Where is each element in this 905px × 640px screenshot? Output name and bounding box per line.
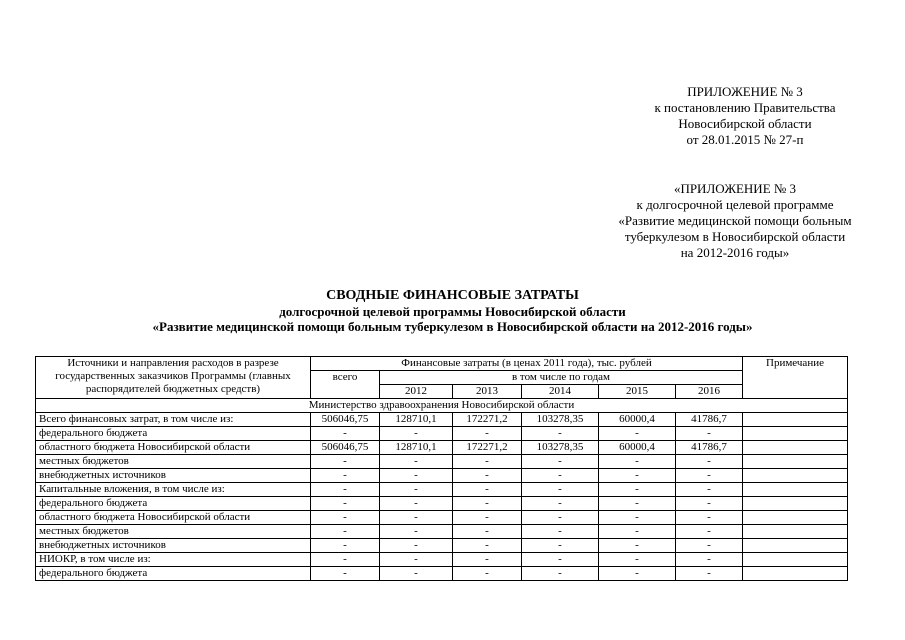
row-value: - (453, 455, 522, 469)
table-section-row (36, 399, 848, 413)
row-value: 41786,7 (676, 413, 743, 427)
row-value: 172271,2 (453, 441, 522, 455)
row-label: Всего финансовых затрат, в том числе из: (36, 413, 311, 427)
table-row (36, 427, 848, 441)
table-header-row-1 (36, 357, 848, 371)
row-value: - (599, 539, 676, 553)
program-appendix-line-3: «Развитие медицинской помощи больным (618, 213, 852, 228)
row-value: - (380, 567, 453, 581)
table-row (36, 539, 848, 553)
row-value: 128710,1 (380, 441, 453, 455)
row-value: - (380, 525, 453, 539)
row-value: 172271,2 (453, 413, 522, 427)
row-label: федерального бюджета (36, 497, 311, 511)
row-value: - (453, 539, 522, 553)
row-note (743, 525, 848, 539)
row-value: - (676, 469, 743, 483)
decree-appendix-line-1: ПРИЛОЖЕНИЕ № 3 (687, 84, 803, 99)
header-year: 2012 (380, 385, 453, 399)
row-note (743, 511, 848, 525)
document-program-name: «Развитие медицинской помощи больным туберкулезом в Новосибирской области на 2012-2016 годы» (152, 319, 753, 334)
row-value: - (599, 497, 676, 511)
row-value: - (676, 567, 743, 581)
program-appendix-line-1: «ПРИЛОЖЕНИЕ № 3 (673, 181, 797, 196)
row-value: - (522, 483, 599, 497)
row-note (743, 539, 848, 553)
row-label: федерального бюджета (36, 427, 311, 441)
row-value: - (453, 511, 522, 525)
row-value: - (380, 455, 453, 469)
row-note (743, 441, 848, 455)
row-value: 60000,4 (599, 413, 676, 427)
header-year: 2015 (599, 385, 676, 399)
table-row (36, 497, 848, 511)
row-note (743, 553, 848, 567)
row-value: - (676, 455, 743, 469)
table-row (36, 455, 848, 469)
row-value: 128710,1 (380, 413, 453, 427)
row-note (743, 483, 848, 497)
row-value: - (676, 427, 743, 441)
row-value: - (676, 511, 743, 525)
row-label: местных бюджетов (36, 525, 311, 539)
decree-appendix-line-2: к постановлению Правительства (654, 100, 836, 115)
section-ministry: Министерство здравоохранения Новосибирской области (36, 399, 848, 413)
table-row (36, 553, 848, 567)
row-value: - (522, 497, 599, 511)
row-value: - (311, 553, 380, 567)
row-value: - (599, 567, 676, 581)
row-value: - (380, 539, 453, 553)
row-value: - (522, 427, 599, 441)
row-value: 103278,35 (522, 441, 599, 455)
document-subtitle: долгосрочной целевой программы Новосибирской области (279, 304, 626, 319)
row-value: - (453, 497, 522, 511)
row-value: - (599, 525, 676, 539)
row-value: - (522, 525, 599, 539)
row-value: - (599, 427, 676, 441)
financial-costs-table (35, 356, 848, 581)
table-row (36, 441, 848, 455)
header-note: Примечание (743, 357, 848, 399)
row-value: - (522, 553, 599, 567)
table-row (36, 413, 848, 427)
row-value: - (311, 483, 380, 497)
row-note (743, 469, 848, 483)
table-row (36, 511, 848, 525)
header-year: 2016 (676, 385, 743, 399)
row-value: - (599, 553, 676, 567)
row-label: внебюджетных источников (36, 539, 311, 553)
row-note (743, 497, 848, 511)
row-note (743, 413, 848, 427)
row-value: - (676, 553, 743, 567)
row-value: - (380, 427, 453, 441)
row-value: - (311, 525, 380, 539)
row-label: Капитальные вложения, в том числе из: (36, 483, 311, 497)
row-value: - (599, 455, 676, 469)
row-label: областного бюджета Новосибирской области (36, 511, 311, 525)
program-appendix-block (585, 181, 885, 261)
row-value: - (522, 455, 599, 469)
row-value: - (380, 497, 453, 511)
document-title: СВОДНЫЕ ФИНАНСОВЫЕ ЗАТРАТЫ (326, 288, 579, 303)
row-note (743, 427, 848, 441)
header-year: 2013 (453, 385, 522, 399)
document-title-block (0, 287, 905, 334)
row-value: - (311, 497, 380, 511)
row-value: - (599, 469, 676, 483)
row-label: НИОКР, в том числе из: (36, 553, 311, 567)
program-appendix-line-5: на 2012-2016 годы» (680, 245, 790, 260)
row-value: - (380, 483, 453, 497)
row-value: - (453, 469, 522, 483)
row-value: - (599, 511, 676, 525)
row-note (743, 567, 848, 581)
program-appendix-line-2: к долгосрочной целевой программе (636, 197, 834, 212)
row-label: местных бюджетов (36, 455, 311, 469)
row-value: - (453, 553, 522, 567)
row-value: - (676, 525, 743, 539)
row-value: - (522, 567, 599, 581)
row-value: - (522, 511, 599, 525)
decree-appendix-block (600, 84, 890, 148)
row-value: - (676, 497, 743, 511)
header-costs: Финансовые затраты (в ценах 2011 года), тыс. рублей (311, 357, 743, 371)
row-value: - (453, 567, 522, 581)
row-value: 103278,35 (522, 413, 599, 427)
row-value: - (676, 539, 743, 553)
row-note (743, 455, 848, 469)
table-row (36, 567, 848, 581)
row-value: - (311, 567, 380, 581)
row-value: - (311, 539, 380, 553)
row-value: - (676, 483, 743, 497)
row-value: - (380, 469, 453, 483)
row-value: - (311, 427, 380, 441)
row-value: - (453, 483, 522, 497)
row-value: - (522, 539, 599, 553)
row-value: - (311, 455, 380, 469)
row-label: областного бюджета Новосибирской области (36, 441, 311, 455)
program-appendix-line-4: туберкулезом в Новосибирской области (624, 229, 846, 244)
header-sources: Источники и направления расходов в разрезе государственных заказчиков Программы (главных распорядителей бюджетных средств) (36, 357, 311, 399)
row-value: 506046,75 (311, 413, 380, 427)
row-value: - (311, 469, 380, 483)
header-by-years: в том числе по годам (380, 371, 743, 385)
table-row (36, 483, 848, 497)
row-value: - (380, 553, 453, 567)
row-value: - (599, 483, 676, 497)
header-year: 2014 (522, 385, 599, 399)
row-label: федерального бюджета (36, 567, 311, 581)
row-value: 506046,75 (311, 441, 380, 455)
table-row (36, 469, 848, 483)
decree-appendix-line-3: Новосибирской области (678, 116, 812, 131)
row-value: - (380, 511, 453, 525)
row-value: - (453, 427, 522, 441)
row-label: внебюджетных источников (36, 469, 311, 483)
header-total: всего (311, 371, 380, 399)
row-value: 41786,7 (676, 441, 743, 455)
decree-appendix-line-4: от 28.01.2015 № 27-п (686, 132, 804, 147)
row-value: - (522, 469, 599, 483)
row-value: 60000,4 (599, 441, 676, 455)
table-row (36, 525, 848, 539)
row-value: - (453, 525, 522, 539)
row-value: - (311, 511, 380, 525)
